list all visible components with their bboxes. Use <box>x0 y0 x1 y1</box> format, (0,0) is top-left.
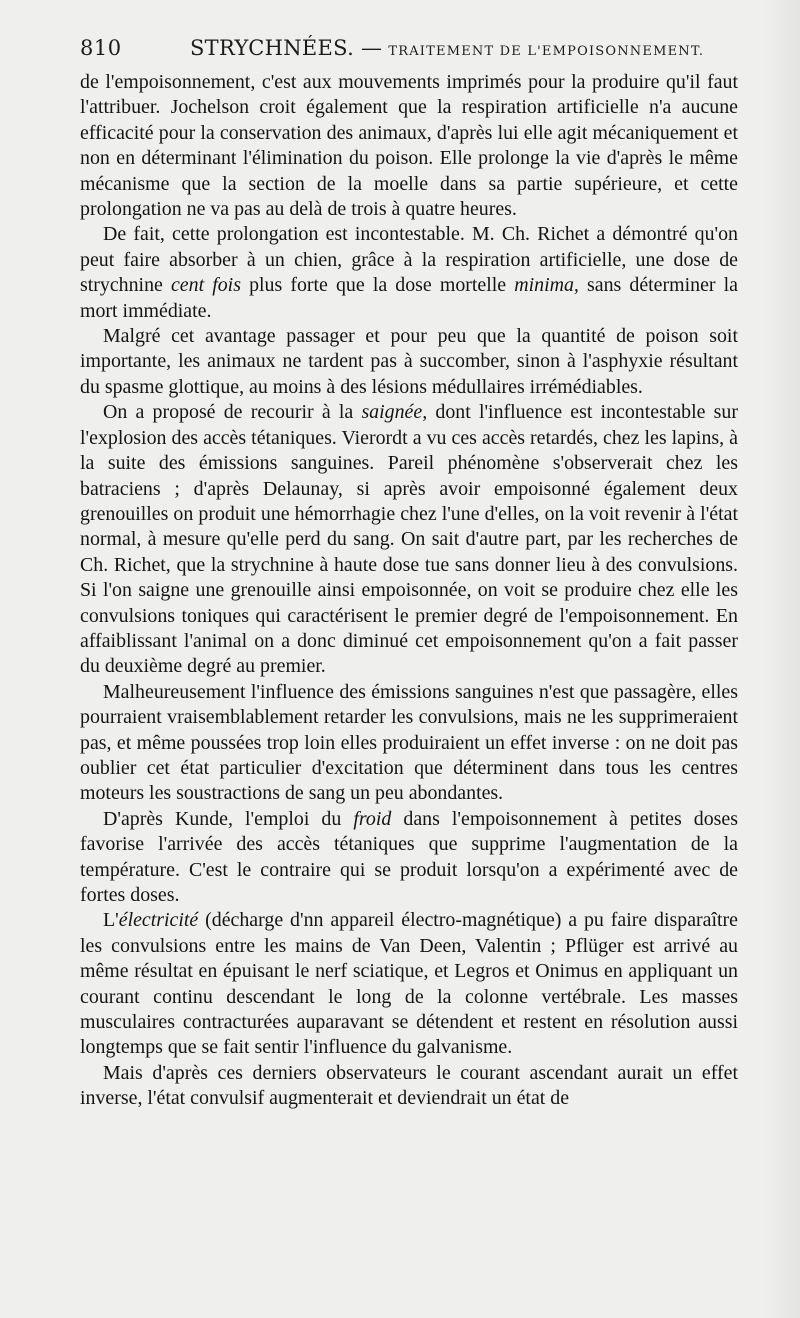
emphasis-text: froid <box>353 807 392 830</box>
paragraph-text: Malheureusement l'influence des émissions sanguines n'est que passagère, elles pourraient vraisemblablement retarder les convulsions, mais ne les supprimeraient pas, et même poussées trop loin elles produiraient un effet inverse : on ne doit pas oublier cet état particulier d'excitation que déterminent dans tous les centres moteurs les soustractions de sang un peu abondantes. <box>80 680 738 805</box>
paragraph-text: Malgré cet avantage passager et pour peu que la quantité de poison soit importante, les animaux ne tardent pas à succomber, sinon à l'asphyxie résultant du spasme glottique, au moins à des lésions médullaires irrémédiables. <box>80 325 738 398</box>
paragraph-text: de l'empoisonnement, c'est aux mouvements imprimés pour la produire qu'il faut l'attribuer. Jochelson croit également que la respiration artificielle n'a aucune efficacité pour la conservation des animaux, d'après lui elle agit mécaniquement et non en déterminant l'élimination du poison. Elle prolonge la vie d'après le même mécanisme que la section de la moelle dans sa partie supérieure, et cette prolongation ne va pas au delà de trois à quatre heures. <box>80 71 738 221</box>
paragraph-continuation <box>80 70 738 222</box>
body-text <box>80 70 738 1112</box>
paragraph-electricite <box>80 908 738 1060</box>
paragraph-text: D'après Kunde, l'emploi du <box>103 807 354 830</box>
paragraph-respiration <box>80 222 738 324</box>
paragraph-text: Mais d'après ces derniers observateurs le courant ascendant aurait un effet inverse, l'état convulsif augmenterait et deviendrait un état de <box>80 1061 738 1110</box>
paragraph-saignee <box>80 400 738 679</box>
paragraph-text: L' <box>103 909 119 932</box>
paragraph-text: plus forte que la dose mortelle <box>240 274 515 297</box>
paragraph-text: On a proposé de recourir à la <box>103 401 362 424</box>
paragraph-text: dans l'empoisonnement à petites doses favorise l'arrivée des accès tétaniques que supprime l'augmentation de la température. C'est le contraire qui se produit lorsqu'on a expérimenté avec de fortes doses. <box>80 807 738 906</box>
paragraph-emissions <box>80 680 738 807</box>
paragraph-text: dont l'influence est incontestable sur l'explosion des accès tétaniques. Vierordt a vu ces accès retardés, chez les lapins, à la suite des émissions sanguines. Pareil phénomène s'observerait chez les batraciens ; d'après Delaunay, si après avoir empoisonné également deux grenouilles on produit une hémorrhagie chez l'une d'elles, on la voit revenir à l'état normal, à mesure qu'elle perd du sang. On sait d'autre part, par les recherches de Ch. Richet, que la strychnine à haute dose tue sans donner lieu à des convulsions. Si l'on saigne une grenouille ainsi empoisonnée, on voit se produire chez elle les convulsions toniques qui caractérisent le premier degré de l'empoisonnement. En affaiblissant l'animal on a donc diminué cet empoisonnement qu'on a fait passer du deuxième degré au premier. <box>80 401 738 678</box>
page-number: 810 <box>80 36 122 60</box>
running-title <box>190 36 704 60</box>
running-header <box>80 36 740 66</box>
paragraph-text: sans déterminer la mort immédiate. <box>80 274 738 322</box>
emphasis-text: saignée, <box>361 401 428 424</box>
paragraph-froid <box>80 807 738 909</box>
paragraph-courant <box>80 1061 738 1112</box>
paragraph-asphyxie <box>80 324 738 400</box>
emphasis-text: minima, <box>514 274 579 297</box>
paragraph-text: (décharge d'nn appareil électro-magnétique) a pu faire disparaître les convulsions entre les mains de Van Deen, Valentin ; Pflüger est arrivé au même résultat en épuisant le nerf sciatique, et Legros et Onimus en appliquant un courant continu descendant le long de la colonne vertébrale. Les masses musculaires contracturées auparavant se détendent et restent en résolution aussi longtemps que se fait sentir l'influence du galvanisme. <box>80 909 738 1059</box>
paragraph-text: De fait, cette prolongation est incontestable. M. Ch. Richet a démontré qu'on peut faire absorber à un chien, grâce à la respiration artificielle, une dose de strychnine <box>80 223 738 297</box>
emphasis-text: électricité <box>118 909 199 932</box>
emphasis-text: cent fois <box>170 274 241 297</box>
running-title-main: STRYCHNÉES. — <box>190 36 383 60</box>
running-title-sub: TRAITEMENT DE L'EMPOISONNEMENT. <box>388 44 705 59</box>
